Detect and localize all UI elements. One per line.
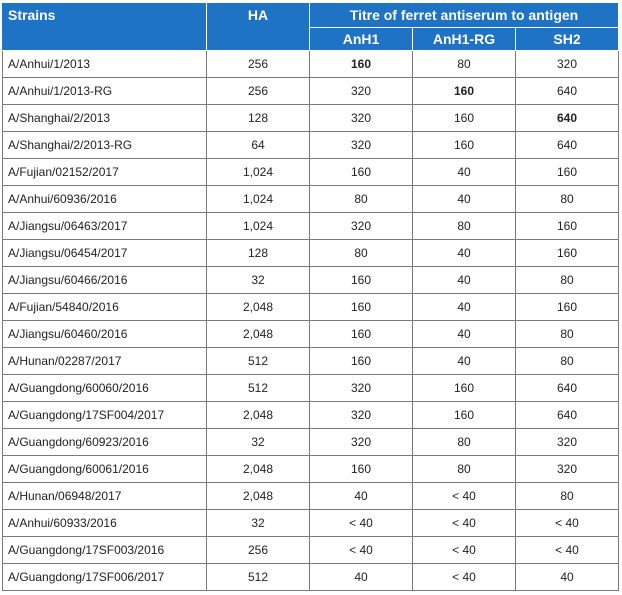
cell-sh2: 80	[516, 483, 619, 510]
cell-strain: A/Shanghai/2/2013-RG	[3, 132, 207, 159]
cell-strain: A/Jiangsu/60466/2016	[3, 267, 207, 294]
cell-ha: 256	[207, 51, 310, 78]
cell-anh1: 80	[310, 240, 413, 267]
cell-anh1: 320	[310, 402, 413, 429]
cell-ha: 32	[207, 267, 310, 294]
cell-ha: 32	[207, 510, 310, 537]
cell-strain: A/Anhui/60936/2016	[3, 186, 207, 213]
table-row	[3, 132, 619, 159]
cell-sh2: 160	[516, 213, 619, 240]
cell-strain: A/Jiangsu/60460/2016	[3, 321, 207, 348]
table-row	[3, 321, 619, 348]
cell-anh1: 160	[310, 321, 413, 348]
table-row	[3, 159, 619, 186]
cell-anh1-rg: 80	[413, 213, 516, 240]
cell-anh1: 160	[310, 159, 413, 186]
cell-sh2: < 40	[516, 510, 619, 537]
cell-strain: A/Guangdong/60060/2016	[3, 375, 207, 402]
cell-anh1: < 40	[310, 537, 413, 564]
cell-ha: 128	[207, 240, 310, 267]
cell-anh1-rg: 160	[413, 78, 516, 105]
cell-anh1-rg: 160	[413, 105, 516, 132]
cell-strain: A/Guangdong/17SF006/2017	[3, 564, 207, 591]
cell-ha: 32	[207, 429, 310, 456]
cell-strain: A/Jiangsu/06463/2017	[3, 213, 207, 240]
cell-strain: A/Jiangsu/06454/2017	[3, 240, 207, 267]
table-row	[3, 51, 619, 78]
table-row	[3, 510, 619, 537]
cell-strain: A/Anhui/1/2013-RG	[3, 78, 207, 105]
cell-anh1: 320	[310, 105, 413, 132]
cell-sh2: 640	[516, 132, 619, 159]
cell-strain: A/Hunan/02287/2017	[3, 348, 207, 375]
cell-anh1: 80	[310, 186, 413, 213]
table-row	[3, 186, 619, 213]
table-row	[3, 483, 619, 510]
titre-table	[2, 2, 619, 591]
cell-sh2: 40	[516, 564, 619, 591]
cell-ha: 128	[207, 105, 310, 132]
cell-sh2: 640	[516, 402, 619, 429]
table-row	[3, 429, 619, 456]
table-row	[3, 240, 619, 267]
cell-sh2: 320	[516, 51, 619, 78]
cell-ha: 1,024	[207, 186, 310, 213]
cell-anh1-rg: 40	[413, 348, 516, 375]
cell-anh1-rg: 40	[413, 294, 516, 321]
cell-anh1-rg: 80	[413, 51, 516, 78]
cell-anh1-rg: < 40	[413, 564, 516, 591]
table-row	[3, 375, 619, 402]
cell-strain: A/Guangdong/60061/2016	[3, 456, 207, 483]
cell-anh1: 160	[310, 456, 413, 483]
cell-anh1-rg: 160	[413, 402, 516, 429]
cell-strain: A/Guangdong/60923/2016	[3, 429, 207, 456]
column-group-header-titre: Titre of ferret antiserum to antigen	[310, 3, 619, 28]
cell-anh1-rg: < 40	[413, 510, 516, 537]
cell-sh2: 80	[516, 186, 619, 213]
cell-ha: 2,048	[207, 321, 310, 348]
cell-anh1-rg: < 40	[413, 537, 516, 564]
cell-anh1: 40	[310, 564, 413, 591]
cell-sh2: 640	[516, 105, 619, 132]
cell-anh1-rg: 40	[413, 240, 516, 267]
column-header-strains: Strains	[3, 3, 207, 51]
column-header-anh1-rg: AnH1-RG	[413, 28, 516, 51]
cell-ha: 2,048	[207, 483, 310, 510]
table-row	[3, 267, 619, 294]
cell-anh1: 160	[310, 294, 413, 321]
table-header	[3, 3, 619, 51]
cell-anh1: 40	[310, 483, 413, 510]
cell-anh1-rg: 40	[413, 186, 516, 213]
table-row	[3, 294, 619, 321]
cell-sh2: 160	[516, 240, 619, 267]
cell-sh2: 320	[516, 456, 619, 483]
table-row	[3, 348, 619, 375]
cell-anh1: 320	[310, 375, 413, 402]
cell-strain: A/Guangdong/17SF003/2016	[3, 537, 207, 564]
cell-ha: 2,048	[207, 402, 310, 429]
cell-strain: A/Hunan/06948/2017	[3, 483, 207, 510]
column-header-ha: HA	[207, 3, 310, 51]
table-row	[3, 456, 619, 483]
cell-sh2: 160	[516, 294, 619, 321]
cell-anh1: < 40	[310, 510, 413, 537]
cell-anh1-rg: < 40	[413, 483, 516, 510]
cell-anh1-rg: 80	[413, 456, 516, 483]
cell-anh1-rg: 40	[413, 267, 516, 294]
cell-anh1: 320	[310, 78, 413, 105]
cell-strain: A/Anhui/60933/2016	[3, 510, 207, 537]
table-row	[3, 78, 619, 105]
cell-sh2: 160	[516, 159, 619, 186]
cell-anh1-rg: 80	[413, 429, 516, 456]
cell-sh2: < 40	[516, 537, 619, 564]
cell-ha: 64	[207, 132, 310, 159]
cell-sh2: 80	[516, 348, 619, 375]
cell-ha: 512	[207, 564, 310, 591]
cell-anh1: 320	[310, 132, 413, 159]
cell-anh1: 160	[310, 267, 413, 294]
cell-strain: A/Guangdong/17SF004/2017	[3, 402, 207, 429]
cell-anh1: 160	[310, 348, 413, 375]
cell-ha: 512	[207, 375, 310, 402]
cell-anh1: 160	[310, 51, 413, 78]
column-header-sh2: SH2	[516, 28, 619, 51]
cell-sh2: 640	[516, 375, 619, 402]
cell-ha: 256	[207, 78, 310, 105]
cell-strain: A/Fujian/54840/2016	[3, 294, 207, 321]
table-row	[3, 105, 619, 132]
cell-anh1: 320	[310, 429, 413, 456]
cell-anh1-rg: 160	[413, 375, 516, 402]
titre-table-container	[2, 2, 618, 591]
cell-sh2: 80	[516, 321, 619, 348]
cell-ha: 2,048	[207, 456, 310, 483]
cell-strain: A/Shanghai/2/2013	[3, 105, 207, 132]
cell-sh2: 640	[516, 78, 619, 105]
cell-ha: 2,048	[207, 294, 310, 321]
cell-strain: A/Anhui/1/2013	[3, 51, 207, 78]
cell-sh2: 80	[516, 267, 619, 294]
cell-anh1-rg: 40	[413, 321, 516, 348]
cell-sh2: 320	[516, 429, 619, 456]
cell-ha: 1,024	[207, 213, 310, 240]
cell-anh1: 320	[310, 213, 413, 240]
table-row	[3, 402, 619, 429]
table-body	[3, 51, 619, 591]
column-header-anh1: AnH1	[310, 28, 413, 51]
table-row	[3, 564, 619, 591]
table-row	[3, 537, 619, 564]
cell-strain: A/Fujian/02152/2017	[3, 159, 207, 186]
cell-anh1-rg: 40	[413, 159, 516, 186]
cell-anh1-rg: 160	[413, 132, 516, 159]
cell-ha: 256	[207, 537, 310, 564]
cell-ha: 512	[207, 348, 310, 375]
table-row	[3, 213, 619, 240]
cell-ha: 1,024	[207, 159, 310, 186]
